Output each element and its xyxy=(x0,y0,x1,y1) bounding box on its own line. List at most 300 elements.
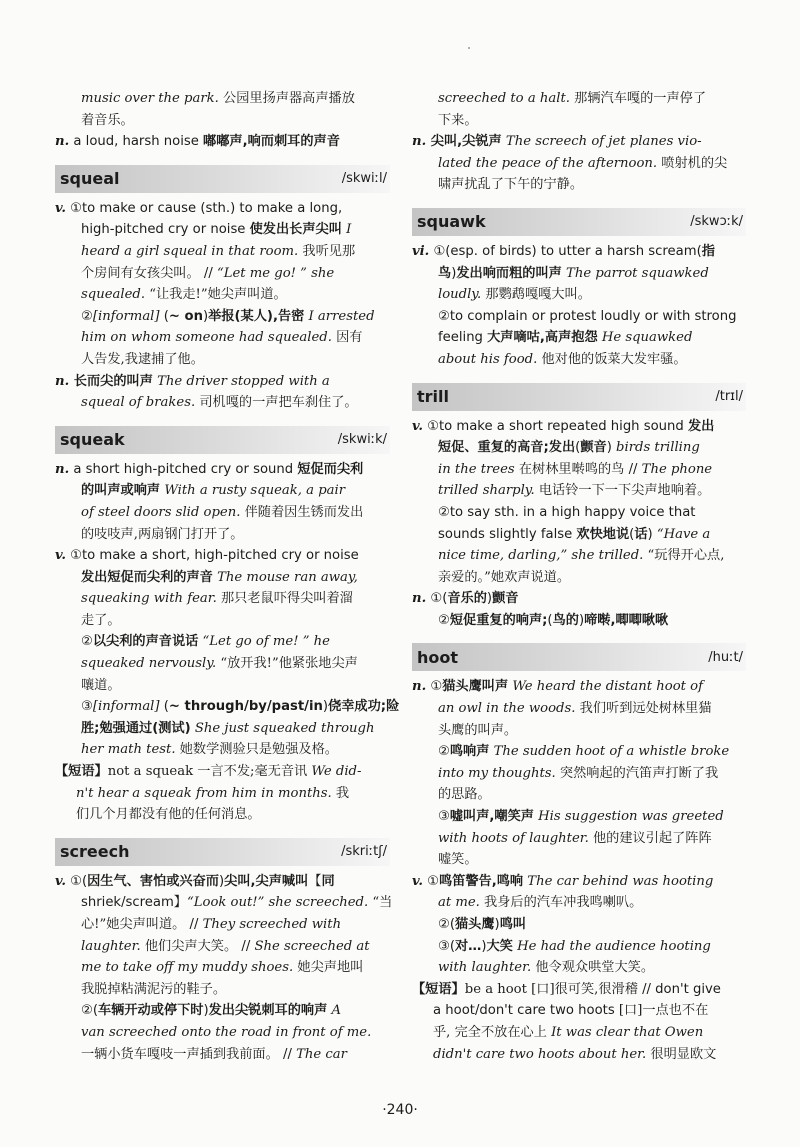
text-run: 大笑 xyxy=(486,938,513,954)
definition-line xyxy=(412,914,746,936)
definition-line xyxy=(55,936,390,958)
text-run: 伴随着因生锈而发出 xyxy=(240,504,364,520)
headword-bar xyxy=(55,426,390,454)
definition-line xyxy=(412,720,746,742)
text-run: 嚷道。 xyxy=(81,677,121,693)
definition-line xyxy=(412,545,746,567)
definition-line xyxy=(55,610,390,632)
definition-line xyxy=(55,371,390,393)
text-run: ) xyxy=(578,612,585,628)
definition-line xyxy=(412,741,746,763)
right-column xyxy=(412,88,746,1067)
text-run: “当 xyxy=(368,895,393,911)
definition-line xyxy=(55,804,390,826)
definition-line xyxy=(412,828,746,850)
text-run: ② xyxy=(81,634,93,650)
text-run: ①to make a short repeated high sound xyxy=(422,418,688,434)
headword: squeak xyxy=(60,430,125,450)
text-run: n. xyxy=(55,373,70,389)
entry-squeal xyxy=(55,165,390,414)
text-run: 那辆汽车嘎的一声停了 xyxy=(569,91,707,106)
text-run: 我身后的汽车冲我鸣喇叭。 xyxy=(479,895,643,911)
text-run: I xyxy=(341,222,352,238)
text-run: be a hoot [口]很可笑,很滑稽 xyxy=(464,981,638,997)
text-run: ) xyxy=(203,1003,209,1019)
text-run: [informal] xyxy=(92,699,160,715)
text-run: 啸声扰乱了下午的宁静。 xyxy=(438,177,584,193)
text-run: 突然响起的汽笛声打断了我 xyxy=(555,765,719,781)
definition-line xyxy=(412,263,746,285)
text-run: 侥幸成功;险 xyxy=(328,699,400,715)
pronunciation: /trɪl/ xyxy=(715,389,743,405)
text-run: ) xyxy=(322,699,329,715)
text-run: 同 xyxy=(321,873,335,889)
definition-line xyxy=(55,567,390,589)
text-run: ~ on xyxy=(168,308,203,324)
text-run: The screech of jet planes vio- xyxy=(501,134,702,150)
text-run: 使发出长声尖叫 xyxy=(249,222,342,238)
text-run: 人告发,我逮捕了他。 xyxy=(81,351,204,367)
text-run: // xyxy=(185,917,203,932)
entry-continuation xyxy=(55,88,390,153)
text-run: 发出短促而尖利的声音 xyxy=(81,569,213,585)
definition-line xyxy=(55,219,390,241)
text-run: She just squeaked through xyxy=(190,720,375,736)
text-run: 发出 xyxy=(687,418,715,434)
text-run: ①( xyxy=(65,873,88,889)
definition-line xyxy=(412,1022,746,1044)
text-run: with laughter. xyxy=(438,960,532,976)
definition-line xyxy=(55,131,390,153)
text-run: 鸟的 xyxy=(552,612,579,628)
text-run: in the trees xyxy=(438,461,515,477)
text-run: ) xyxy=(606,440,612,456)
text-run: v. xyxy=(412,873,423,889)
headword: screech xyxy=(60,842,130,862)
text-run: 颤音 xyxy=(492,591,519,607)
text-run: 我脱掉粘满泥污的鞋子。 xyxy=(81,981,227,997)
headword: trill xyxy=(417,387,449,407)
definition-line xyxy=(55,263,390,285)
text-run: 她尖声地叫 xyxy=(293,960,364,976)
text-run: ) xyxy=(481,938,487,954)
text-run: v. xyxy=(55,873,66,889)
text-run: “放开我!”他紧张地尖声 xyxy=(216,656,358,672)
text-run: ) xyxy=(494,917,500,932)
definition-line xyxy=(412,871,746,893)
text-run: “Have a xyxy=(652,526,711,542)
text-run: n. xyxy=(412,679,427,695)
text-run: 颤音 xyxy=(580,440,607,456)
definition-line xyxy=(412,306,746,328)
definition-line xyxy=(55,871,390,893)
text-run: 大声嘀咕,高声抱怨 xyxy=(487,330,598,346)
text-run: 话 xyxy=(634,526,648,542)
definition-line xyxy=(55,480,390,502)
text-run: 嘟嘟声,响而刺耳的声音 xyxy=(203,134,340,150)
text-run: lated the peace of the afternoon. xyxy=(438,155,658,171)
text-run: ③ xyxy=(81,699,93,715)
text-run: ) xyxy=(218,873,225,889)
text-run: A xyxy=(327,1003,342,1019)
text-run: ①to make a short, high-pitched cry or noise xyxy=(65,548,359,564)
definition-line xyxy=(55,306,390,328)
text-run: ( xyxy=(629,526,635,542)
definition-line xyxy=(55,1022,390,1044)
text-run: 指 xyxy=(701,243,715,259)
definition-line xyxy=(55,392,390,414)
text-run: “Look out!” she screeched. xyxy=(187,895,369,911)
text-run: nice time, darling,” she trilled. xyxy=(438,548,644,564)
definition-line xyxy=(55,631,390,653)
text-run: ③( xyxy=(438,938,455,954)
definition-line xyxy=(55,761,390,783)
text-run: He squawked xyxy=(597,330,693,346)
definition-line xyxy=(55,914,390,936)
definition-line xyxy=(55,502,390,524)
definition-line xyxy=(412,763,746,785)
text-run: 因生气、害怕或兴奋而 xyxy=(87,873,219,889)
text-run: 他的建议引起了阵阵 xyxy=(588,830,712,846)
text-run: 一辆小货车嘎吱一声插到我前面。 xyxy=(81,1046,279,1062)
text-run: ) xyxy=(647,526,653,542)
text-run: “Let go of me! ” he xyxy=(198,634,330,650)
text-run: ( xyxy=(159,308,169,324)
text-run: ②to complain or protest loudly or with strong xyxy=(438,308,737,324)
text-run: The sudden hoot of a whistle broke xyxy=(489,744,730,760)
text-run: 短促、重复的高音;发出 xyxy=(438,440,576,456)
text-run: [informal] xyxy=(92,308,160,324)
text-run: 的思路。 xyxy=(438,787,491,803)
definition-line xyxy=(55,284,390,306)
definition-line xyxy=(55,459,390,481)
headword: squeal xyxy=(60,169,120,189)
text-run: // xyxy=(199,265,217,281)
text-run: 鸣叫 xyxy=(499,917,527,932)
entry-squeak xyxy=(55,426,400,826)
definition-line xyxy=(55,1000,390,1022)
text-run: 公园里扬声器高声播放 xyxy=(218,91,355,106)
entry-continuation xyxy=(412,88,746,196)
text-run: ②( xyxy=(81,1003,98,1019)
left-column xyxy=(55,88,400,1067)
text-run: v. xyxy=(55,548,66,564)
text-run: 胜;勉强通过(测试) xyxy=(81,720,191,736)
text-run: about his food. xyxy=(438,351,538,367)
text-run: 尖叫,尖锐声 xyxy=(426,134,502,150)
definition-line xyxy=(55,892,393,914)
text-run: n. xyxy=(412,591,427,607)
text-run: 一言不发;毫无音讯 xyxy=(193,764,308,780)
text-run: him on whom someone had squealed. xyxy=(81,330,332,346)
text-run: 很明显欧文 xyxy=(646,1046,717,1062)
definition-line xyxy=(412,459,746,481)
entry-squawk xyxy=(412,208,746,371)
definition-line xyxy=(412,480,746,502)
text-run: 以尖利的声音说话 xyxy=(92,634,199,650)
text-run: 发出尖锐刺耳的响声 xyxy=(208,1003,328,1019)
text-run: squeaking with fear. xyxy=(81,591,217,607)
text-run: 嘘笑。 xyxy=(438,852,478,868)
definition-line xyxy=(412,1044,746,1066)
text-run: ~ through/by/past/in xyxy=(168,699,323,715)
text-run: 个房间有女孩尖叫。 xyxy=(81,265,200,281)
definition-line xyxy=(412,567,746,589)
text-run: 我们听到远处树林里猫 xyxy=(575,701,712,717)
definition-line xyxy=(412,416,746,438)
definition-line xyxy=(412,502,746,524)
text-run: The driver stopped with a xyxy=(152,373,330,389)
headword-bar xyxy=(412,643,746,671)
text-run: 音乐的 xyxy=(447,591,487,607)
definition-line xyxy=(412,437,746,459)
text-run: “玩得开心点, xyxy=(643,548,725,564)
definition-line xyxy=(412,1000,746,1022)
text-run: The parrot squawked xyxy=(561,265,709,281)
text-run: me to take off my muddy shoes. xyxy=(81,960,294,976)
text-run: “让我走!”她尖声叫道。 xyxy=(145,287,287,303)
text-run: a loud, harsh noise xyxy=(69,134,204,150)
text-run: 短促而尖利 xyxy=(297,461,364,477)
text-run: We did- xyxy=(307,764,362,780)
definition-line xyxy=(412,806,746,828)
text-run: 我 xyxy=(331,785,350,801)
definition-line xyxy=(412,524,746,546)
text-run: van screeched onto the road in front of me. xyxy=(81,1024,372,1040)
text-run: 嘘叫声,嘲笑声 xyxy=(449,809,534,825)
text-run: 在树林里啭鸣的鸟 xyxy=(514,461,625,477)
text-run: 【短语】 xyxy=(55,764,108,780)
text-run: The car xyxy=(296,1046,347,1062)
text-run: screeched to a halt. xyxy=(438,91,570,106)
text-run: 他们尖声大笑。 xyxy=(140,938,238,954)
definition-line xyxy=(55,241,390,263)
pronunciation: /skriːtʃ/ xyxy=(341,844,387,860)
text-run: ①to make or cause (sth.) to make a long, xyxy=(65,200,343,216)
text-run: ② xyxy=(81,308,93,324)
pronunciation: /skwiːl/ xyxy=(341,171,387,187)
headword-bar xyxy=(412,208,746,236)
text-run: 下来。 xyxy=(438,112,478,128)
definition-line xyxy=(55,653,390,675)
text-run: into my thoughts. xyxy=(438,765,556,781)
text-run: feeling xyxy=(438,330,488,346)
text-run: squeaked nervously. xyxy=(81,656,217,672)
pronunciation: /skwɔːk/ xyxy=(690,214,743,230)
scan-speck xyxy=(468,47,470,49)
definition-line xyxy=(55,979,390,1001)
text-run: trilled sharply. xyxy=(438,483,535,499)
text-run: laughter. xyxy=(81,938,141,954)
definition-line xyxy=(55,198,390,220)
text-run: ② xyxy=(438,612,450,628)
definition-line xyxy=(55,110,390,132)
headword: squawk xyxy=(417,212,486,232)
text-run: ② xyxy=(438,744,450,760)
page-number: ·240· xyxy=(382,1102,418,1118)
text-run: The car behind was hooting xyxy=(523,873,714,889)
definition-line xyxy=(412,610,746,632)
text-run: ) xyxy=(486,591,493,607)
text-run: v. xyxy=(412,418,423,434)
text-run: 【短语】 xyxy=(412,981,465,997)
text-run: 那鹦鹉嘎嘎大叫。 xyxy=(481,287,591,303)
definition-line xyxy=(412,110,746,132)
definition-line xyxy=(55,349,390,371)
definition-line xyxy=(412,327,746,349)
text-run: // xyxy=(237,938,255,954)
text-run: He had the audience hooting xyxy=(512,938,711,954)
text-run: a short high-pitched cry or sound xyxy=(69,461,298,477)
text-run: high-pitched cry or noise xyxy=(81,222,250,238)
text-run: squealed. xyxy=(81,287,146,303)
text-run: squeal of brakes. xyxy=(81,395,196,411)
headword-bar xyxy=(55,838,390,866)
definition-line xyxy=(55,327,390,349)
text-run: ( xyxy=(159,699,169,715)
definition-line xyxy=(55,675,390,697)
text-run: of steel doors slid open. xyxy=(81,504,241,520)
text-run: I arrested xyxy=(304,308,375,324)
headword-bar xyxy=(55,165,390,193)
text-run: 着音乐。 xyxy=(81,112,134,128)
definition-line xyxy=(412,698,746,720)
text-run: ) xyxy=(202,308,209,324)
text-run: 鸣笛警告,鸣响 xyxy=(438,873,524,889)
text-run: not a squeak xyxy=(107,764,194,780)
entry-screech xyxy=(55,838,393,1065)
text-run: heard a girl squeal in that room. xyxy=(81,243,299,259)
text-run: with hoots of laughter. xyxy=(438,830,589,846)
entry-trill xyxy=(412,383,746,632)
text-run: They screeched with xyxy=(202,917,342,932)
text-run: // don't give xyxy=(637,981,721,997)
text-run: // xyxy=(278,1046,297,1062)
definition-line xyxy=(412,676,746,698)
text-run: 的吱吱声,两扇钢门打开了。 xyxy=(81,526,244,542)
definition-line xyxy=(55,739,390,761)
definition-line xyxy=(412,174,746,196)
definition-line xyxy=(412,284,746,306)
text-run: 猫头鹰叫声 xyxy=(442,679,509,695)
text-run: 啼啭,唧唧啾啾 xyxy=(584,612,669,628)
definition-line xyxy=(55,545,390,567)
text-run: She screeched at xyxy=(254,938,370,954)
entry-hoot xyxy=(412,643,746,1065)
text-run: n. xyxy=(412,134,427,150)
definition-line xyxy=(55,524,390,546)
text-run: ( xyxy=(575,440,581,456)
text-run: 因有 xyxy=(331,330,363,346)
text-run: 那只老鼠吓得尖叫着溜 xyxy=(216,591,353,607)
definition-line xyxy=(412,241,746,263)
definition-line xyxy=(55,957,390,979)
text-run: n. xyxy=(55,461,70,477)
definition-line xyxy=(412,957,746,979)
text-run: a hoot/don't care two hoots xyxy=(433,1003,619,1019)
definition-line xyxy=(412,153,746,175)
definition-line xyxy=(55,718,390,740)
text-run: 举报(某人),告密 xyxy=(208,308,305,324)
text-run: 短促重复的响声; xyxy=(449,612,548,628)
text-run: vi. xyxy=(412,243,430,259)
text-run: 车辆开动或停下时 xyxy=(97,1003,204,1019)
text-run: // xyxy=(624,461,642,477)
text-run: We heard the distant hoot of xyxy=(508,679,703,695)
text-run: 长而尖的叫声 xyxy=(69,373,153,389)
text-run: ③ xyxy=(438,809,450,825)
text-run: 我听见那 xyxy=(298,243,356,259)
text-run: ②to say sth. in a high happy voice that xyxy=(438,504,696,520)
text-run: ( xyxy=(547,612,553,628)
definition-line xyxy=(412,849,746,871)
text-run: birds trilling xyxy=(611,440,700,456)
text-run: 猫头鹰 xyxy=(454,917,495,932)
text-run: 鸟 xyxy=(438,265,452,281)
definition-line xyxy=(412,936,746,958)
definition-line xyxy=(412,88,746,110)
text-run: n. xyxy=(55,134,70,150)
headword: hoot xyxy=(417,647,459,667)
text-run: 喷射机的尖 xyxy=(657,155,728,171)
text-run: her math test. xyxy=(81,742,176,758)
text-run: 的叫声或响声 xyxy=(81,483,161,499)
text-run: 【 xyxy=(308,873,322,889)
text-run: 亲爱的。”她欢声说道。 xyxy=(438,569,571,585)
text-run: 走了。 xyxy=(81,612,121,628)
text-run: With a rusty squeak, a pair xyxy=(160,483,346,499)
text-run: 尖叫,尖声喊叫 xyxy=(224,873,309,889)
text-run: 他令观众哄堂大笑。 xyxy=(531,960,655,976)
text-run: ①(esp. of birds) to utter a harsh scream( xyxy=(429,243,702,259)
text-run: shriek/scream】 xyxy=(81,895,187,911)
text-run: 欢快地说 xyxy=(576,526,630,542)
text-run: 司机嘎的一声把车刹住了。 xyxy=(195,395,358,411)
text-run: didn't care two hoots about her. xyxy=(433,1046,647,1062)
text-run: 他对他的饭菜大发牢骚。 xyxy=(537,351,687,367)
text-run: It was clear that Owen xyxy=(546,1024,704,1040)
definition-line xyxy=(412,349,746,371)
text-run: “Let me go! ” she xyxy=(216,265,335,281)
text-run: His suggestion was greeted xyxy=(533,809,724,825)
pronunciation: /huːt/ xyxy=(708,649,743,665)
text-run: at me. xyxy=(438,895,480,911)
definition-line xyxy=(412,588,746,610)
text-run: n't hear a squeak from him in months. xyxy=(76,785,332,801)
text-run: sounds slightly false xyxy=(438,526,577,542)
text-run: 们几个月都没有他的任何消息。 xyxy=(76,807,261,823)
definition-line xyxy=(55,588,390,610)
text-run: ① xyxy=(426,679,443,695)
text-run: music over the park. xyxy=(81,91,219,106)
definition-line xyxy=(55,1044,390,1066)
text-run: 电话铃一下一下尖声地响着。 xyxy=(534,483,711,499)
text-run: ) xyxy=(451,265,457,281)
text-run: ①( xyxy=(426,591,448,607)
text-run: ②( xyxy=(438,917,455,932)
definition-line xyxy=(55,696,400,718)
text-run: v. xyxy=(55,200,66,216)
text-run: [口]一点也不在 xyxy=(618,1003,709,1019)
text-run: The mouse ran away, xyxy=(212,569,358,585)
text-run: 鸣响声 xyxy=(449,744,490,760)
headword-bar xyxy=(412,383,746,411)
definition-line xyxy=(55,88,390,110)
text-run: 心!”她尖声叫道。 xyxy=(81,917,186,932)
text-run: The phone xyxy=(641,461,713,477)
pronunciation: /skwiːk/ xyxy=(337,432,387,448)
definition-line xyxy=(412,892,746,914)
